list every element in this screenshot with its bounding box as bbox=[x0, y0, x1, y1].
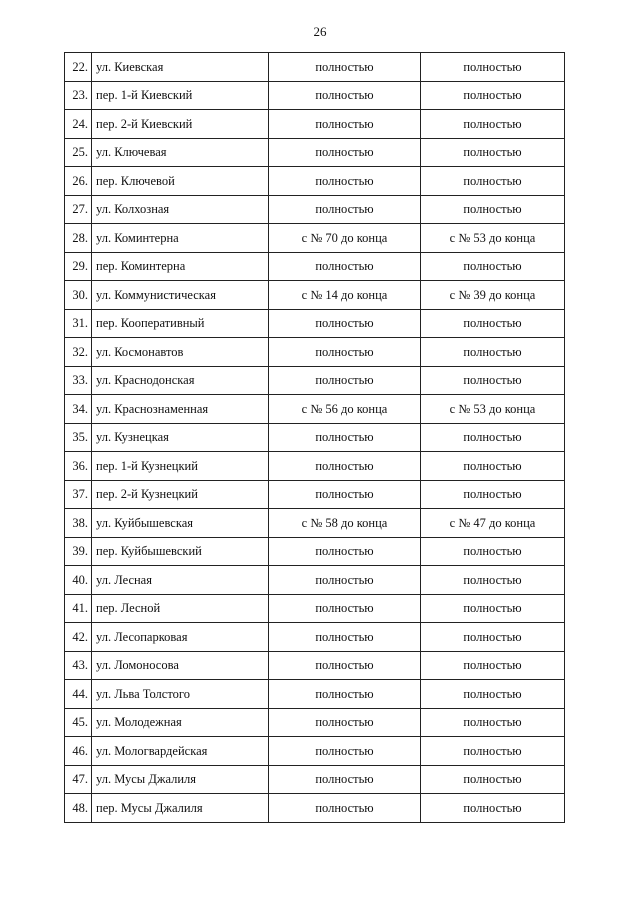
row-number-cell: 33. bbox=[65, 366, 92, 395]
even-side-cell: полностью bbox=[269, 794, 421, 823]
table-row bbox=[65, 252, 565, 281]
street-name-cell: ул. Краснодонская bbox=[92, 366, 269, 395]
even-side-cell: полностью bbox=[269, 338, 421, 367]
even-side-cell: полностью bbox=[269, 81, 421, 110]
even-side-cell: полностью bbox=[269, 765, 421, 794]
street-name-cell: ул. Молодежная bbox=[92, 708, 269, 737]
row-number-cell: 38. bbox=[65, 509, 92, 538]
table-row bbox=[65, 794, 565, 823]
row-number-cell: 40. bbox=[65, 566, 92, 595]
table-row bbox=[65, 651, 565, 680]
table-row bbox=[65, 737, 565, 766]
street-name-cell: пер. Лесной bbox=[92, 594, 269, 623]
table-row bbox=[65, 566, 565, 595]
street-name-cell: ул. Мологвардейская bbox=[92, 737, 269, 766]
odd-side-cell: полностью bbox=[421, 53, 565, 82]
street-name-cell: ул. Лесопарковая bbox=[92, 623, 269, 652]
even-side-cell: полностью bbox=[269, 110, 421, 139]
table-row bbox=[65, 338, 565, 367]
row-number-cell: 39. bbox=[65, 537, 92, 566]
table-row bbox=[65, 224, 565, 253]
even-side-cell: полностью bbox=[269, 708, 421, 737]
table-row bbox=[65, 167, 565, 196]
street-name-cell: ул. Льва Толстого bbox=[92, 680, 269, 709]
even-side-cell: полностью bbox=[269, 167, 421, 196]
even-side-cell: с № 70 до конца bbox=[269, 224, 421, 253]
street-name-cell: ул. Колхозная bbox=[92, 195, 269, 224]
table-row bbox=[65, 395, 565, 424]
even-side-cell: полностью bbox=[269, 680, 421, 709]
row-number-cell: 28. bbox=[65, 224, 92, 253]
table-row bbox=[65, 765, 565, 794]
even-side-cell: полностью bbox=[269, 537, 421, 566]
street-name-cell: пер. Ключевой bbox=[92, 167, 269, 196]
row-number-cell: 42. bbox=[65, 623, 92, 652]
street-name-cell: пер. 2-й Киевский bbox=[92, 110, 269, 139]
odd-side-cell: с № 39 до конца bbox=[421, 281, 565, 310]
even-side-cell: с № 14 до конца bbox=[269, 281, 421, 310]
odd-side-cell: полностью bbox=[421, 309, 565, 338]
street-name-cell: ул. Киевская bbox=[92, 53, 269, 82]
odd-side-cell: полностью bbox=[421, 338, 565, 367]
row-number-cell: 25. bbox=[65, 138, 92, 167]
even-side-cell: полностью bbox=[269, 480, 421, 509]
streets-table bbox=[64, 52, 565, 823]
street-name-cell: пер. Коминтерна bbox=[92, 252, 269, 281]
table-row bbox=[65, 81, 565, 110]
odd-side-cell: полностью bbox=[421, 452, 565, 481]
even-side-cell: полностью bbox=[269, 594, 421, 623]
row-number-cell: 48. bbox=[65, 794, 92, 823]
odd-side-cell: полностью bbox=[421, 537, 565, 566]
row-number-cell: 37. bbox=[65, 480, 92, 509]
row-number-cell: 44. bbox=[65, 680, 92, 709]
even-side-cell: полностью bbox=[269, 651, 421, 680]
row-number-cell: 30. bbox=[65, 281, 92, 310]
table-row bbox=[65, 309, 565, 338]
table-row bbox=[65, 53, 565, 82]
odd-side-cell: полностью bbox=[421, 737, 565, 766]
street-name-cell: пер. Мусы Джалиля bbox=[92, 794, 269, 823]
row-number-cell: 32. bbox=[65, 338, 92, 367]
table-row bbox=[65, 680, 565, 709]
street-name-cell: пер. 1-й Кузнецкий bbox=[92, 452, 269, 481]
odd-side-cell: с № 53 до конца bbox=[421, 395, 565, 424]
odd-side-cell: полностью bbox=[421, 680, 565, 709]
row-number-cell: 23. bbox=[65, 81, 92, 110]
table-row bbox=[65, 480, 565, 509]
table-row bbox=[65, 623, 565, 652]
even-side-cell: полностью bbox=[269, 138, 421, 167]
odd-side-cell: полностью bbox=[421, 195, 565, 224]
street-name-cell: ул. Коммунистическая bbox=[92, 281, 269, 310]
row-number-cell: 46. bbox=[65, 737, 92, 766]
even-side-cell: полностью bbox=[269, 566, 421, 595]
street-name-cell: пер. 2-й Кузнецкий bbox=[92, 480, 269, 509]
table-row bbox=[65, 509, 565, 538]
odd-side-cell: полностью bbox=[421, 167, 565, 196]
odd-side-cell: полностью bbox=[421, 366, 565, 395]
row-number-cell: 36. bbox=[65, 452, 92, 481]
row-number-cell: 24. bbox=[65, 110, 92, 139]
street-name-cell: ул. Ключевая bbox=[92, 138, 269, 167]
street-name-cell: ул. Коминтерна bbox=[92, 224, 269, 253]
table-row bbox=[65, 537, 565, 566]
street-name-cell: ул. Кузнецкая bbox=[92, 423, 269, 452]
table-row bbox=[65, 366, 565, 395]
street-name-cell: пер. Куйбышевский bbox=[92, 537, 269, 566]
row-number-cell: 41. bbox=[65, 594, 92, 623]
odd-side-cell: полностью bbox=[421, 110, 565, 139]
even-side-cell: с № 58 до конца bbox=[269, 509, 421, 538]
row-number-cell: 31. bbox=[65, 309, 92, 338]
table-row bbox=[65, 452, 565, 481]
row-number-cell: 43. bbox=[65, 651, 92, 680]
street-name-cell: ул. Краснознаменная bbox=[92, 395, 269, 424]
table-row bbox=[65, 281, 565, 310]
even-side-cell: полностью bbox=[269, 195, 421, 224]
odd-side-cell: полностью bbox=[421, 765, 565, 794]
odd-side-cell: полностью bbox=[421, 252, 565, 281]
odd-side-cell: полностью bbox=[421, 651, 565, 680]
street-name-cell: ул. Лесная bbox=[92, 566, 269, 595]
street-name-cell: ул. Куйбышевская bbox=[92, 509, 269, 538]
table-row bbox=[65, 110, 565, 139]
even-side-cell: полностью bbox=[269, 309, 421, 338]
street-name-cell: пер. Кооперативный bbox=[92, 309, 269, 338]
row-number-cell: 27. bbox=[65, 195, 92, 224]
row-number-cell: 45. bbox=[65, 708, 92, 737]
row-number-cell: 47. bbox=[65, 765, 92, 794]
odd-side-cell: полностью bbox=[421, 794, 565, 823]
row-number-cell: 22. bbox=[65, 53, 92, 82]
row-number-cell: 34. bbox=[65, 395, 92, 424]
even-side-cell: полностью bbox=[269, 623, 421, 652]
page-number: 26 bbox=[313, 24, 327, 39]
table-row bbox=[65, 423, 565, 452]
row-number-cell: 26. bbox=[65, 167, 92, 196]
odd-side-cell: полностью bbox=[421, 81, 565, 110]
odd-side-cell: с № 53 до конца bbox=[421, 224, 565, 253]
odd-side-cell: полностью bbox=[421, 423, 565, 452]
table-row bbox=[65, 138, 565, 167]
row-number-cell: 35. bbox=[65, 423, 92, 452]
even-side-cell: с № 56 до конца bbox=[269, 395, 421, 424]
street-name-cell: ул. Космонавтов bbox=[92, 338, 269, 367]
odd-side-cell: полностью bbox=[421, 480, 565, 509]
odd-side-cell: с № 47 до конца bbox=[421, 509, 565, 538]
even-side-cell: полностью bbox=[269, 452, 421, 481]
even-side-cell: полностью bbox=[269, 423, 421, 452]
even-side-cell: полностью bbox=[269, 737, 421, 766]
street-name-cell: пер. 1-й Киевский bbox=[92, 81, 269, 110]
street-name-cell: ул. Ломоносова bbox=[92, 651, 269, 680]
odd-side-cell: полностью bbox=[421, 594, 565, 623]
odd-side-cell: полностью bbox=[421, 708, 565, 737]
even-side-cell: полностью bbox=[269, 53, 421, 82]
row-number-cell: 29. bbox=[65, 252, 92, 281]
table-row bbox=[65, 195, 565, 224]
street-name-cell: ул. Мусы Джалиля bbox=[92, 765, 269, 794]
even-side-cell: полностью bbox=[269, 366, 421, 395]
table-row bbox=[65, 594, 565, 623]
odd-side-cell: полностью bbox=[421, 138, 565, 167]
odd-side-cell: полностью bbox=[421, 566, 565, 595]
table-row bbox=[65, 708, 565, 737]
streets-table-body bbox=[65, 53, 565, 823]
even-side-cell: полностью bbox=[269, 252, 421, 281]
odd-side-cell: полностью bbox=[421, 623, 565, 652]
